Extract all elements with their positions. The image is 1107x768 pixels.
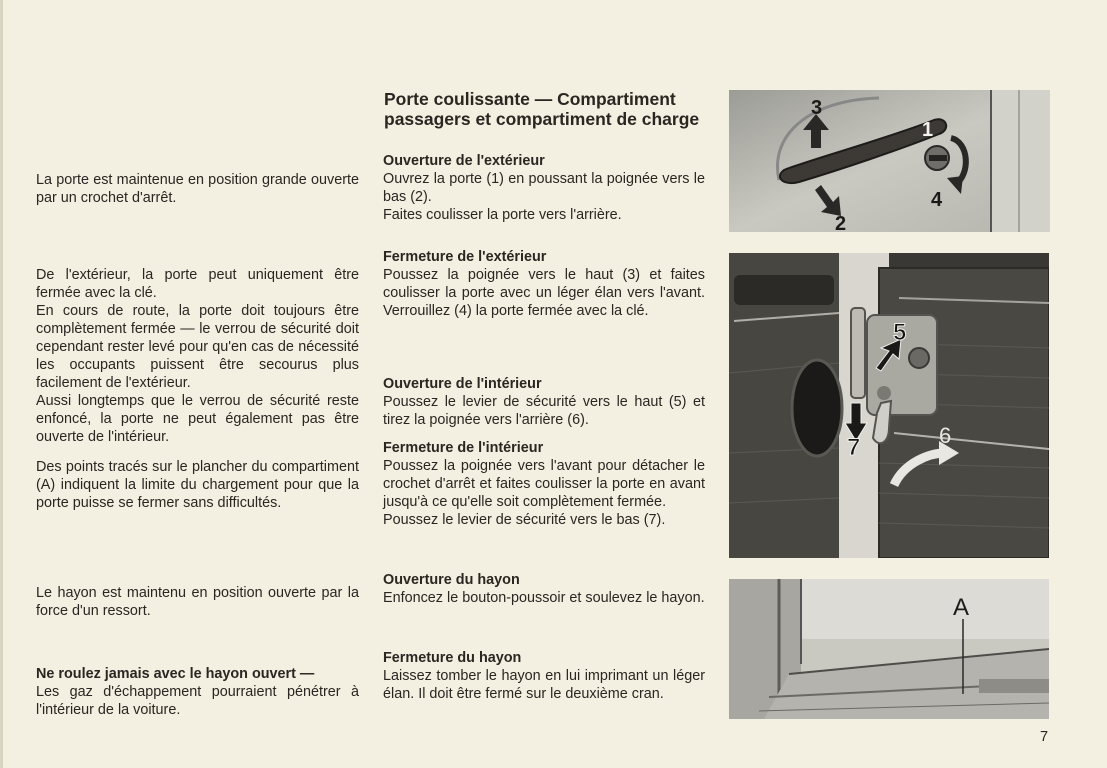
section-exterior-closing [383, 248, 705, 320]
section-interior-opening [383, 375, 705, 429]
section-heading: Fermeture de l'intérieur [383, 440, 544, 456]
section-line: Poussez le levier de sécurité vers le haut (5) et tirez la poignée vers l'arrière (6). [383, 394, 705, 428]
section-interior-closing [383, 439, 705, 529]
text-safety-lock: Aussi longtemps que le verrou de sécurité reste enfoncé, la porte ne peut également pas être ouverte de l'intérieur. [36, 393, 359, 445]
label-7: 7 [847, 434, 861, 461]
tailgate-warning [36, 665, 359, 719]
section-line: Poussez la poignée vers le haut (3) et faites coulisser la porte avec un léger élan vers l'avant. Verrouillez (4) la porte fermée avec la clé. [383, 267, 705, 319]
section-line: Enfoncez le bouton-poussoir et soulevez le hayon. [383, 590, 705, 606]
label-1: 1 [922, 119, 934, 141]
speaker-grille [792, 360, 842, 456]
page-title: Porte coulissante — Compartiment passagers et compartiment de charge [384, 89, 700, 129]
section-heading: Fermeture du hayon [383, 650, 522, 666]
warning-title: Ne roulez jamais avec le hayon ouvert — [36, 666, 315, 682]
label-A: A [953, 594, 970, 621]
text-while-driving: En cours de route, la porte doit toujours être complètement fermée — le verrou de sécurité doit cependant rester levé pour qu'en cas de nécessité les occupants puissent être secourus plus facilement de l'extérieur. [36, 303, 359, 391]
text-door-held-open: La porte est maintenue en position grande ouverte par un crochet d'arrêt. [36, 172, 359, 206]
label-3: 3 [811, 97, 823, 119]
section-heading: Fermeture de l'extérieur [383, 249, 547, 265]
photo-cargo-floor [729, 579, 1049, 719]
section-line: Faites coulisser la porte vers l'arrière. [383, 207, 622, 223]
section-exterior-opening [383, 152, 705, 224]
section-line: Ouvrez la porte (1) en poussant la poignée vers le bas (2). [383, 171, 705, 205]
section-heading: Ouverture de l'extérieur [383, 153, 545, 169]
section-line: Poussez la poignée vers l'avant pour détacher le crochet d'arrêt et faites coulisser la porte en avant jusqu'à ce qu'elle soit complètement fermée. [383, 458, 705, 510]
section-tailgate-opening [383, 571, 705, 607]
page-number: 7 [1040, 729, 1049, 745]
section-line: Poussez le levier de sécurité vers le bas (7). [383, 512, 666, 528]
text-exterior-key-close: De l'extérieur, la porte peut uniquement être fermée avec la clé. [36, 267, 359, 301]
section-heading: Ouverture du hayon [383, 572, 520, 588]
label-4: 4 [931, 189, 943, 211]
warning-text: Les gaz d'échappement pourraient pénétrer à l'intérieur de la voiture. [36, 684, 359, 718]
text-tailgate-spring: Le hayon est maintenu en position ouverte par la force d'un ressort. [36, 585, 359, 619]
page-edge [0, 0, 3, 768]
label-2: 2 [835, 213, 847, 232]
section-tailgate-closing [383, 649, 705, 703]
label-5: 5 [893, 319, 907, 346]
section-line: Laissez tomber le hayon en lui imprimant un léger élan. Il doit être fermé sur le deuxième cran. [383, 668, 705, 702]
label-6: 6 [939, 423, 952, 448]
text-floor-markings: Des points tracés sur le plancher du compartiment (A) indiquent la limite du chargement pour que la porte puisse se fermer sans difficultés. [36, 459, 359, 511]
photo-exterior-handle [729, 90, 1050, 232]
section-heading: Ouverture de l'intérieur [383, 376, 542, 392]
photo-interior-latch [729, 253, 1049, 558]
